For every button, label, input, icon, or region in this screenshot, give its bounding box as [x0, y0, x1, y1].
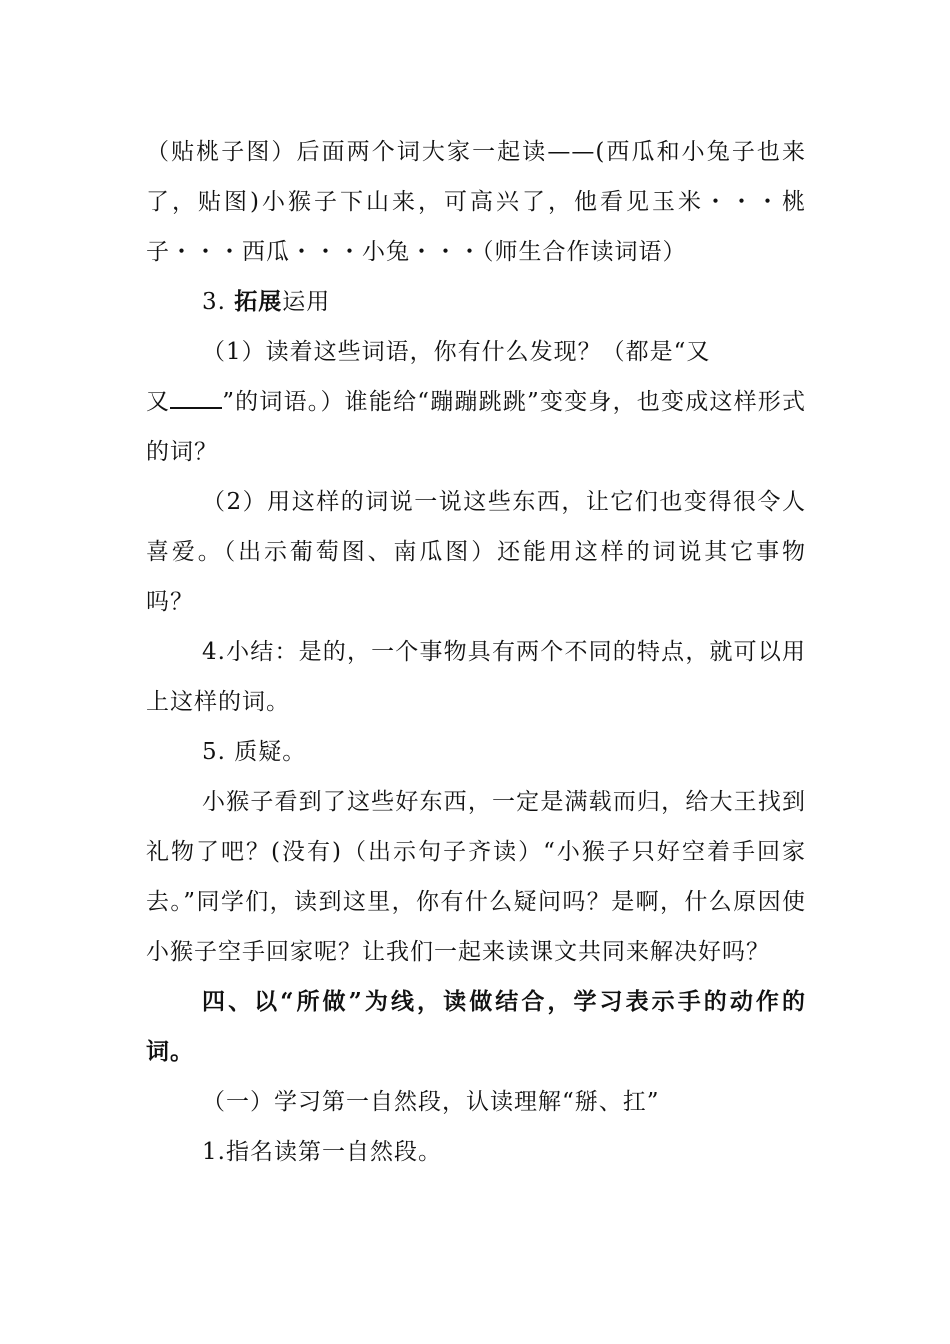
document-body: [146, 127, 806, 1177]
fill-in-blank: [170, 403, 222, 409]
text-segment: （1）读着这些词语，你有什么发现？（都是“又: [202, 339, 711, 365]
paragraph-read-words: （贴桃子图）后面两个词大家一起读——(西瓜和小兔子也来了，贴图)小猴子下山来，可高兴了，他看见玉米・・・桃子・・・西瓜・・・小兔・・・（师生合作读词语）: [146, 139, 806, 265]
paragraph-discovery-question: [146, 327, 806, 477]
paragraph-use-words: （2）用这样的词说一说这些东西，让它们也变得很令人喜爱。（出示葡萄图、南瓜图）还能用这样的词说其它事物吗？: [146, 489, 806, 615]
section-number: 3.: [202, 289, 235, 315]
section-title-rest: 运用: [282, 289, 331, 315]
paragraph-monkey-story: 小猴子看到了这些好东西，一定是满载而归，给大王找到礼物了吧？(没有)（出示句子齐读）“小猴子只好空着手回家去。”同学们，读到这里，你有什么疑问吗？是啊，什么原因使小猴子空手回家呢？让我们一起来读课文共同来解决好吗？: [146, 789, 806, 965]
subsection-heading-1: （一）学习第一自然段，认读理解“掰、扛”: [202, 1089, 660, 1115]
paragraph-read-first: 1.指名读第一自然段。: [202, 1139, 442, 1165]
section-heading-4: 四、以“所做”为线，读做结合，学习表示手的动作的词。: [146, 988, 806, 1065]
text-segment: ”的词语。）谁能给“蹦蹦跳跳”变变身，也变成这样形式的词？: [146, 389, 806, 465]
section-heading-3: [146, 277, 806, 327]
paragraph-question-heading: 5. 质疑。: [202, 739, 307, 765]
text-segment: 又: [146, 389, 171, 415]
paragraph-summary: 4.小结：是的，一个事物具有两个不同的特点，就可以用上这样的词。: [146, 639, 806, 715]
section-title-bold: 拓展: [234, 288, 283, 315]
